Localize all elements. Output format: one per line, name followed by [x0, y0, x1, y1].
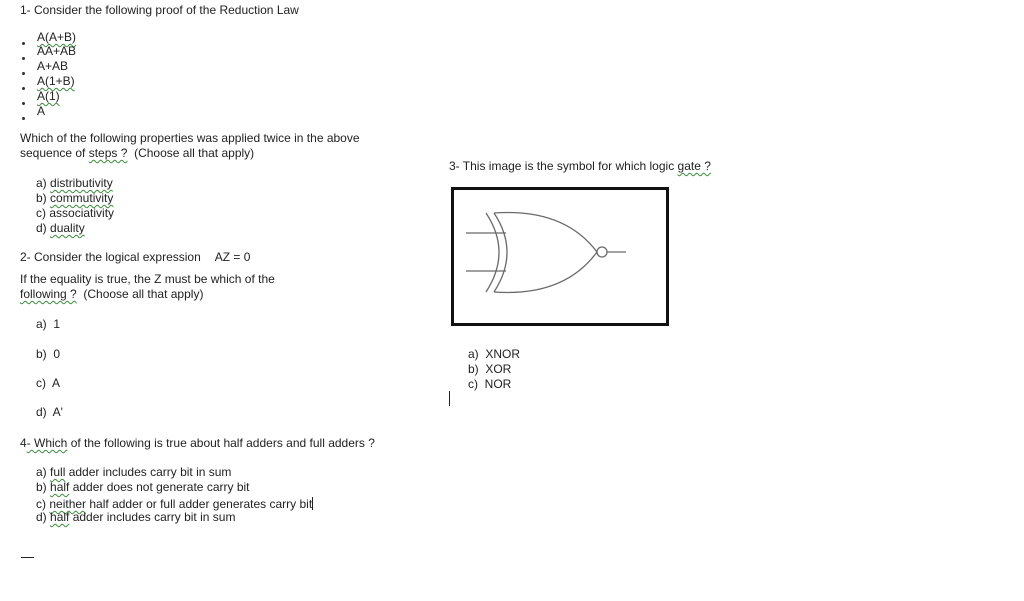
q2-option-a[interactable]: a) 1 — [36, 317, 61, 331]
q2-option-d[interactable]: d) A' — [36, 405, 63, 419]
q1-option-b[interactable]: b) commutivity — [36, 191, 114, 205]
q1-step-1: A(A+B) — [37, 30, 77, 44]
text-cursor — [449, 391, 450, 406]
q1-step-6: A — [37, 104, 46, 118]
q1-option-d[interactable]: d) duality — [36, 221, 85, 235]
q2-title: 2- Consider the logical expression AZ = 0 — [20, 250, 251, 264]
q1-step-4: A(1+B) — [37, 74, 75, 88]
q3-option-c[interactable]: c) NOR — [468, 377, 512, 391]
q2-option-b[interactable]: b) 0 — [36, 347, 61, 361]
text-cursor-dash — [21, 557, 34, 558]
bullet-icon — [22, 42, 25, 45]
q4-title: 4- Which of the following is true about half adders and full adders ? — [20, 436, 375, 450]
q2-option-c[interactable]: c) A — [36, 376, 61, 390]
bullet-icon — [22, 57, 25, 60]
q1-option-a[interactable]: a) distributivity — [36, 176, 113, 190]
q1-step-3: A+AB — [37, 59, 69, 73]
q4-option-d[interactable]: d) half adder includes carry bit in sum — [36, 510, 236, 524]
bullet-icon — [22, 87, 25, 90]
q2-question-line1: If the equality is true, the Z must be which of the — [20, 272, 275, 286]
bullet-icon — [22, 117, 25, 120]
q3-title: 3- This image is the symbol for which logic gate ? — [449, 159, 711, 173]
q2-question-line2: following ? (Choose all that apply) — [20, 287, 204, 301]
q1-question-line2: sequence of steps ? (Choose all that apply) — [20, 146, 255, 160]
q1-step-2: AA+AB — [37, 44, 77, 58]
q3-option-b[interactable]: b) XOR — [468, 362, 512, 376]
xor-gate-icon — [454, 190, 666, 323]
q4-option-a[interactable]: a) full adder includes carry bit in sum — [36, 465, 232, 479]
q1-question-line1: Which of the following properties was applied twice in the above — [20, 131, 360, 145]
q4-option-c[interactable]: c) neither half adder or full adder generates carry bit — [36, 497, 313, 511]
q1-option-c[interactable]: c) associativity — [36, 206, 115, 220]
q3-option-a[interactable]: a) XNOR — [468, 347, 521, 361]
text-cursor — [312, 497, 313, 510]
q1-step-5: A(1) — [37, 89, 60, 103]
q2-expression: AZ = 0 — [214, 250, 251, 264]
logic-gate-image — [451, 187, 669, 326]
bullet-icon — [22, 102, 25, 105]
q1-title: 1- Consider the following proof of the Reduction Law — [20, 3, 299, 17]
bullet-icon — [22, 72, 25, 75]
q4-option-b[interactable]: b) half adder does not generate carry bit — [36, 480, 250, 494]
